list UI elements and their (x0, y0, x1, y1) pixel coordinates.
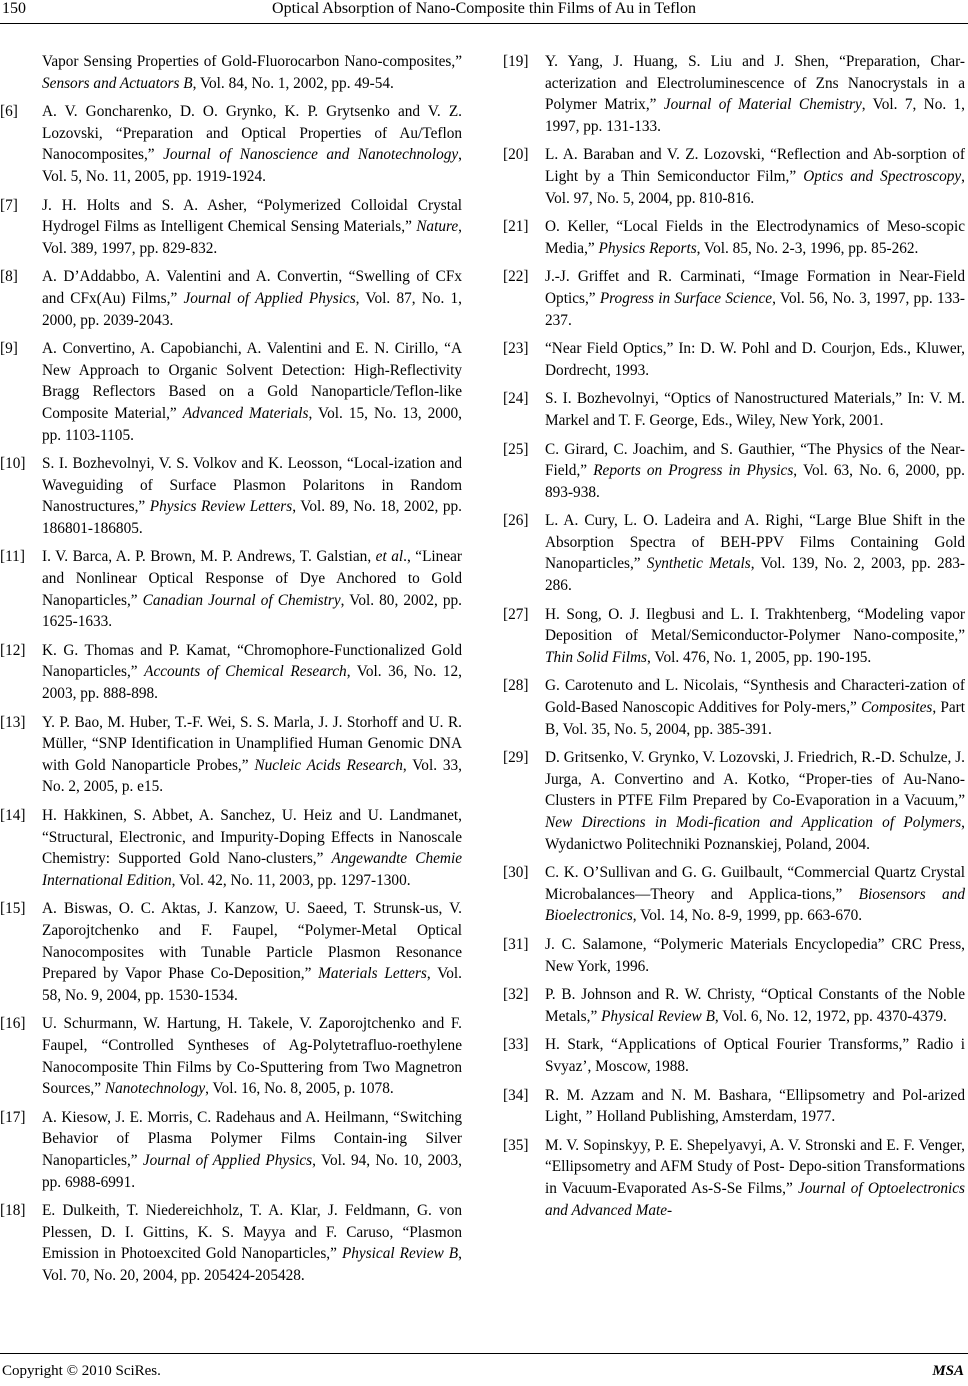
reference-text: J.-J. Griffet and R. Carminati, “Image Formation in Near-Field Optics,” (545, 268, 965, 307)
reference-entry (0, 266, 462, 331)
reference-entry (0, 546, 462, 632)
reference-text: L. A. Baraban and V. Z. Lozovski, “Reflection and Ab-sorption of Light by a Thin Semiconductor Film,” (545, 146, 965, 185)
reference-number: [18] (0, 1202, 26, 1220)
reference-number: [14] (0, 807, 26, 824)
reference-source-title: Thin Solid Films (545, 648, 647, 666)
reference-source-title: Journal of Nanoscience and Nanotechnology (163, 146, 459, 164)
reference-source-title: Physical Review B (601, 1007, 715, 1025)
reference-text: A. Kiesow, J. E. Morris, C. Radehaus and A. Heilmann, “Switching Behavior of Plasma Polymer Films Contain-ing Silver Nanoparticles,” (42, 1108, 462, 1169)
reference-text: , Wydanictwo Politechniki Poznanskiej, Poland, 2004. (545, 814, 965, 853)
reference-source-title: Advanced Materials (182, 404, 309, 422)
reference-text: J. H. Holts and S. A. Asher, “Polymerized Colloidal Crystal Hydrogel Films as Intelligent Chemical Sensing Materials,” (42, 196, 462, 236)
reference-number: [15] (0, 900, 26, 918)
reference-text: A. Biswas, O. C. Aktas, J. Kanzow, U. Saeed, T. Strunsk-us, V. Zaporojtchenko and F. Faupel, “Polymer-Metal Optical Nanocomposites with Tunable Particle Plasmon Resonance Prepared by Vapor Phase Co-Deposition,” (42, 900, 462, 983)
reference-number: [21] (503, 218, 529, 236)
reference-text: A. Convertino, A. Capobianchi, A. Valentini and E. N. Cirillo, “A New Approach to Organic Solvent Detection: High-Reflectivity Bragg Reflectors Based on a Gold Nanoparticle/Teflon-like Composite Material,” (42, 340, 462, 422)
running-title: Optical Absorption of Nano-Composite thin Films of Au in Teflon (272, 0, 696, 17)
reference-entry (0, 1200, 462, 1286)
reference-entry (503, 984, 965, 1027)
reference-text: S. I. Bozhevolnyi, V. S. Volkov and K. Leosson, “Local-ization and Waveguiding of Surface Plasmon Polaritons in Random Nanostructures,” (42, 455, 462, 516)
header-rule (0, 23, 968, 24)
reference-text: R. M. Azzam and N. M. Bashara, “Ellipsometry and Pol-arized Light, ” Holland Publishing, Amsterdam, 1977. (545, 1086, 965, 1126)
reference-entry (0, 805, 462, 891)
footer-rule (0, 1353, 968, 1354)
reference-text: , Vol. 87, No. 1, 2000, pp. 2039-2043. (42, 289, 462, 329)
reference-entry (503, 144, 965, 209)
reference-source-title: Journal of Material Chemistry (663, 96, 862, 114)
reference-entry (503, 388, 965, 431)
reference-entry (0, 898, 462, 1006)
reference-source-title: Journal of Applied Physics (183, 289, 356, 307)
reference-number: [10] (0, 455, 26, 473)
reference-source-title: et al (375, 548, 404, 566)
reference-entry (0, 640, 462, 705)
reference-entry (0, 453, 462, 539)
reference-source-title: Journal of Applied Physics (142, 1151, 313, 1169)
reference-source-title: Composites (860, 699, 933, 717)
reference-number: [6] (0, 103, 18, 121)
reference-text: , Vol. 94, No. 10, 2003, pp. 6988-6991. (42, 1151, 462, 1191)
reference-entry (503, 510, 965, 596)
reference-text: , Vol. 5, No. 11, 2005, pp. 1919-1924. (42, 146, 462, 185)
reference-text: I. V. Barca, A. P. Brown, M. P. Andrews, T. Galstian, (42, 548, 376, 566)
reference-text: , Vol. 14, No. 8-9, 1999, pp. 663-670. (632, 907, 863, 925)
reference-text: , Vol. 7, No. 1, 1997, pp. 131-133. (545, 96, 965, 135)
reference-source-title: Nanotechnology (104, 1080, 206, 1098)
reference-text: , Vol. 56, No. 3, 1997, pp. 133-237. (545, 289, 965, 329)
reference-source-title: Physical Review B (341, 1245, 459, 1263)
reference-text: A. V. Goncharenko, D. O. Grynko, K. P. Grytsenko and V. Z. Lozovski, “Preparation and Optical Properties of Au/Teflon Nanocomposites,” (42, 103, 462, 164)
reference-text: “Near Field Optics,” In: D. W. Pohl and D. Courjon, Eds., Kluwer, Dordrecht, 1993. (545, 340, 965, 379)
reference-source-title: Angewandte Chemie International Edition (42, 850, 463, 889)
reference-number: [17] (0, 1108, 26, 1126)
reference-entry (0, 51, 462, 94)
reference-number: [22] (503, 268, 529, 286)
reference-entry (0, 338, 462, 446)
reference-text: , Vol. 89, No. 18, 2002, pp. 186801-186805. (42, 498, 462, 537)
reference-number: [12] (0, 641, 26, 659)
reference-number: [27] (503, 605, 529, 623)
reference-source-title: Canadian Journal of Chemistry (142, 591, 341, 609)
reference-text: G. Carotenuto and L. Nicolais, “Synthesis and Characteri-zation of Gold-Based Nanoscopic Additives for Poly-mers,” (545, 677, 965, 717)
reference-text: , Vol. 84, No. 1, 2002, pp. 49-54. (192, 74, 394, 92)
reference-text: Y. P. Bao, M. Huber, T.-F. Wei, S. S. Marla, J. J. Storhoff and U. R. Müller, “SNP Identification in Unamplified Human Genomic DNA with Gold Nanoparticle Probes,” (42, 713, 462, 774)
reference-text: H. Hakkinen, S. Abbet, A. Sanchez, U. Heiz and U. Landmanet, “Structural, Electronic, and Impurity-Doping Effects in Nanoscale Chemistry: Supported Gold Nano-clusters,” (42, 807, 462, 868)
reference-entry (503, 934, 965, 977)
reference-number: [25] (503, 440, 529, 458)
reference-entry (503, 675, 965, 740)
reference-text: K. G. Thomas and P. Kamat, “Chromophore-Functionalized Gold Nanoparticles,” (42, 641, 462, 681)
reference-entry (503, 51, 965, 137)
reference-source-title: Biosensors and Bioelectronics (545, 885, 965, 925)
reference-number: [24] (503, 390, 529, 408)
reference-entry (503, 338, 965, 381)
reference-text: L. A. Cury, L. O. Ladeira and A. Righi, “Large Blue Shift in the Absorption Spectra of BEH-PPV Films Containing Gold Nanoparticles,” (545, 512, 965, 573)
reference-source-title: Materials Letters (318, 965, 427, 983)
reference-number: [32] (503, 986, 529, 1004)
reference-source-title: Sensors and Actuators B (42, 74, 193, 92)
reference-text: , Vol. 97, No. 5, 2004, pp. 810-816. (545, 167, 965, 207)
reference-source-title: Journal of Optoelectronics and Advanced Mate- (545, 1179, 965, 1219)
reference-number: [9] (0, 340, 18, 358)
reference-source-title: Physics Reports (598, 239, 697, 257)
reference-source-title: Progress in Surface Science (599, 289, 773, 307)
reference-text: , Vol. 139, No. 2, 2003, pp. 283-286. (545, 555, 965, 595)
reference-text: H. Song, O. J. Ilegbusi and L. I. Trakhtenberg, “Modeling vapor Deposition of Metal/Semiconductor-Polymer Nano-composite,” (545, 605, 965, 645)
reference-number: [28] (503, 677, 529, 695)
reference-number: [23] (503, 340, 529, 358)
reference-number: [20] (503, 146, 529, 164)
copyright-notice: Copyright © 2010 SciRes. (2, 1363, 161, 1379)
reference-text: , Vol. 16, No. 8, 2005, p. 1078. (205, 1080, 394, 1098)
reference-number: [30] (503, 864, 529, 882)
reference-text: Vapor Sensing Properties of Gold-Fluorocarbon Nano-composites,” (42, 53, 462, 70)
reference-entry (503, 1135, 965, 1221)
reference-text: , Vol. 33, No. 2, 2005, p. e15. (42, 756, 462, 796)
reference-text: , Vol. 42, No. 11, 2003, pp. 1297-1300. (171, 871, 411, 889)
reference-text: , Vol. 36, No. 12, 2003, pp. 888-898. (42, 663, 462, 703)
reference-text: C. Girard, C. Joachim, and S. Gauthier, “The Physics of the Near-Field,” (545, 440, 965, 480)
reference-text: , Vol. 70, No. 20, 2004, pp. 205424-205428. (42, 1245, 462, 1284)
reference-number: [19] (503, 53, 529, 70)
reference-number: [8] (0, 268, 18, 286)
journal-abbreviation: MSA (932, 1363, 964, 1379)
reference-number: [13] (0, 713, 26, 731)
reference-text: , Vol. 6, No. 12, 1972, pp. 4370-4379. (714, 1007, 947, 1025)
page-number: 150 (2, 0, 26, 17)
reference-entry (503, 216, 965, 259)
reference-text: , Vol. 58, No. 9, 2004, pp. 1530-1534. (42, 965, 462, 1004)
reference-text: , Vol. 80, 2002, pp. 1625-1633. (42, 591, 462, 631)
reference-text: C. K. O’Sullivan and G. G. Guilbault, “Commercial Quartz Crystal Microbalances―Theory and Applica-tions,” (545, 864, 965, 903)
reference-entry (0, 101, 462, 187)
reference-text: , Vol. 476, No. 1, 2005, pp. 190-195. (647, 648, 872, 666)
reference-number: [34] (503, 1086, 529, 1104)
reference-entry (503, 747, 965, 855)
page-header (0, 0, 968, 22)
reference-text: P. B. Johnson and R. W. Christy, “Optical Constants of the Noble Metals,” (545, 986, 965, 1025)
reference-text: D. Gritsenko, V. Grynko, V. Lozovski, J. Friedrich, R.-D. Schulze, J. Jurga, A. Convertino and A. Kotko, “Proper-ties of Au-Nano-Clusters in PTFE Film Prepared by Co-Evaporation in a Vacuum,” (545, 749, 965, 810)
reference-text: Y. Yang, J. Huang, S. Liu and J. Shen, “Preparation, Char-acterization and Electroluminescence of Zns Nanocrystals in a Polymer Matrix,” (545, 53, 965, 114)
reference-entry (0, 712, 462, 798)
reference-entry (503, 1034, 965, 1077)
reference-number: [29] (503, 749, 529, 767)
reference-text: S. I. Bozhevolnyi, “Optics of Nanostructured Materials,” In: V. M. Markel and T. F. George, Eds., Wiley, New York, 2001. (545, 390, 965, 429)
reference-number: [26] (503, 512, 529, 530)
reference-number: [16] (0, 1015, 26, 1033)
reference-number: [35] (503, 1136, 529, 1154)
reference-source-title: Nature (416, 218, 459, 236)
reference-text: , Vol. 15, No. 13, 2000, pp. 1103-1105. (42, 404, 462, 444)
reference-text: H. Stark, “Applications of Optical Fourier Transforms,” Radio i Svyaz’, Moscow, 1988. (545, 1036, 965, 1075)
reference-source-title: Optics and Spectroscopy (803, 167, 962, 185)
reference-source-title: Nucleic Acids Research (254, 756, 403, 774)
reference-source-title: Accounts of Chemical Research (144, 663, 347, 681)
reference-text: , Part B, Vol. 35, No. 5, 2004, pp. 385-391. (545, 699, 965, 738)
reference-entry (0, 1107, 462, 1193)
references-right-column (503, 51, 965, 1228)
reference-text: , Vol. 85, No. 2-3, 1996, pp. 85-262. (696, 239, 919, 257)
reference-entry (503, 604, 965, 669)
reference-source-title: New Directions in Modi-fication and Application of Polymers (545, 814, 962, 831)
reference-entry (503, 439, 965, 504)
reference-text: O. Keller, “Local Fields in the Electrodynamics of Meso-scopic Media,” (545, 218, 965, 257)
reference-text: U. Schurmann, W. Hartung, H. Takele, V. Zaporojtchenko and F. Faupel, “Controlled Syntheses of Ag-Polytetrafluo-roethylene Nanocomposite Thin Films by Co-Sputtering from Two Magnetron Sources,” (42, 1015, 462, 1098)
reference-entry (503, 1085, 965, 1128)
reference-entry (0, 1013, 462, 1099)
reference-source-title: Synthetic Metals (646, 555, 751, 573)
reference-text: , Vol. 389, 1997, pp. 829-832. (42, 218, 462, 257)
reference-number: [7] (0, 196, 18, 214)
reference-source-title: Reports on Progress in Physics (593, 462, 794, 480)
reference-text: A. D’Addabbo, A. Valentini and A. Convertin, “Swelling of CFx and CFx(Au) Films,” (42, 268, 462, 307)
reference-entry (0, 195, 462, 260)
reference-number: [11] (0, 548, 25, 566)
reference-entry (503, 266, 965, 331)
reference-text: J. C. Salamone, “Polymeric Materials Encyclopedia” CRC Press, New York, 1996. (545, 935, 965, 975)
references-left-column (0, 51, 462, 1293)
reference-source-title: Physics Review Letters (149, 498, 293, 516)
reference-text: ., “Linear and Nonlinear Optical Response of Dye Anchored to Gold Nanoparticles,” (42, 548, 462, 609)
reference-number: [33] (503, 1036, 529, 1054)
reference-text: , Vol. 63, No. 6, 2000, pp. 893-938. (545, 462, 965, 501)
reference-text: E. Dulkeith, T. Niedereichholz, T. A. Klar, J. Feldmann, G. von Plessen, D. I. Gittins, K. S. Mayya and F. Caruso, “Plasmon Emission in Photoexcited Gold Nanoparticles,” (42, 1202, 462, 1263)
reference-text: M. V. Sopinskyy, P. E. Shepelyavyi, A. V. Stronski and E. F. Venger, “Ellipsometry and AFM Study of Post- Depo-sition Transformations in Vacuum-Evaporated As-S-Se Films,” (545, 1136, 965, 1197)
reference-number: [31] (503, 935, 529, 953)
reference-entry (503, 862, 965, 927)
